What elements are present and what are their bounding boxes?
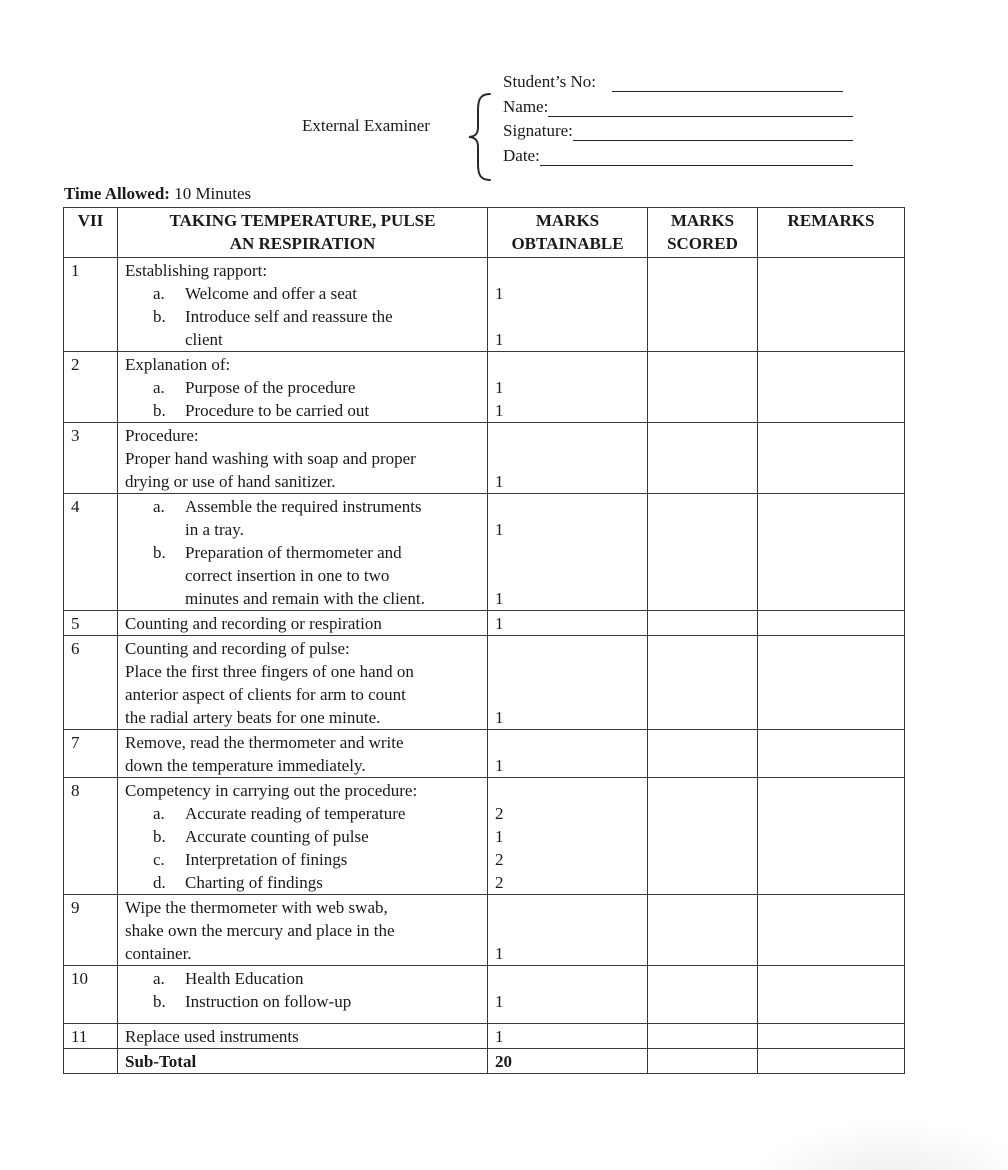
- marks-value-line: 1: [495, 827, 504, 846]
- description-line: drying or use of hand sanitizer.: [125, 472, 336, 491]
- description-line: Competency in carrying out the procedure:: [125, 781, 418, 800]
- list-marker: b.: [153, 307, 166, 326]
- criterion-description-cell: [118, 611, 488, 636]
- header-marks-scored: MARKS SCORED: [648, 208, 758, 258]
- students-no-field: [503, 68, 853, 92]
- marks-value-line: [495, 495, 644, 518]
- row-number-cell: 4: [64, 494, 118, 611]
- list-item-text: Preparation of thermometer and: [185, 543, 402, 562]
- row-number-cell: 7: [64, 730, 118, 778]
- marks-value-line: 2: [495, 804, 504, 823]
- list-item-text: Interpretation of finings: [185, 850, 348, 869]
- criterion-description-cell: [118, 258, 488, 352]
- marks-value-line: 1: [495, 589, 504, 608]
- description-line: [125, 495, 484, 518]
- criterion-description-cell: [118, 1024, 488, 1049]
- marks-value-line: [495, 259, 644, 282]
- table-row: [64, 636, 905, 730]
- marks-obtainable-cell: [488, 778, 648, 895]
- header-row: [64, 208, 905, 258]
- description-line: client: [185, 330, 223, 349]
- marks-scored-cell: [648, 1049, 758, 1074]
- row-number-cell: 6: [64, 636, 118, 730]
- marks-value-line: [495, 447, 644, 470]
- remarks-cell: [758, 1024, 905, 1049]
- time-allowed-label: Time Allowed:: [64, 184, 170, 203]
- description-line: Explanation of:: [125, 355, 231, 374]
- description-line: Wipe the thermometer with web swab,: [125, 898, 388, 917]
- marks-value-line: 2: [495, 850, 504, 869]
- header-remarks: REMARKS: [758, 208, 905, 258]
- description-line: Remove, read the thermometer and write: [125, 733, 404, 752]
- remarks-cell: [758, 895, 905, 966]
- date-field: [503, 141, 853, 165]
- row-number-cell: [64, 1049, 118, 1074]
- marks-obtainable-cell: [488, 352, 648, 423]
- list-item-text: Accurate counting of pulse: [185, 827, 369, 846]
- list-marker: b.: [153, 543, 166, 562]
- students-no-blank-line: [612, 75, 843, 92]
- marks-scored-cell: [648, 258, 758, 352]
- marks-obtainable-cell: [488, 1049, 648, 1074]
- name-field: [503, 92, 853, 116]
- row-number-cell: 1: [64, 258, 118, 352]
- curly-brace-icon: [466, 91, 492, 183]
- description-line: [125, 825, 484, 848]
- table-row: [64, 352, 905, 423]
- marks-value-line: 1: [495, 756, 504, 775]
- description-line: correct insertion in one to two: [185, 566, 390, 585]
- students-no-label: Student’s No:: [503, 72, 597, 92]
- table-row: [64, 258, 905, 352]
- criterion-description-cell: [118, 730, 488, 778]
- description-line: [125, 376, 484, 399]
- remarks-cell: [758, 730, 905, 778]
- description-line: anterior aspect of clients for arm to count: [125, 685, 406, 704]
- description-line: container.: [125, 944, 192, 963]
- marks-value-line: [495, 541, 644, 564]
- marks-scored-cell: [648, 966, 758, 1024]
- marks-scored-cell: [648, 730, 758, 778]
- criterion-description-cell: [118, 636, 488, 730]
- remarks-cell: [758, 1049, 905, 1074]
- marks-scored-cell: [648, 778, 758, 895]
- list-marker: d.: [153, 873, 166, 892]
- date-blank-line: [540, 149, 853, 166]
- criterion-description-cell: [118, 1049, 488, 1074]
- header-procedure-title: TAKING TEMPERATURE, PULSE AN RESPIRATION: [118, 208, 488, 258]
- table-row: [64, 895, 905, 966]
- list-item-text: Introduce self and reassure the: [185, 307, 393, 326]
- date-label: Date:: [503, 145, 540, 165]
- marks-obtainable-cell: [488, 895, 648, 966]
- criterion-description-cell: [118, 423, 488, 494]
- marks-scored-cell: [648, 352, 758, 423]
- table-row: [64, 1024, 905, 1049]
- marks-value-line: [495, 683, 644, 706]
- marks-scored-cell: [648, 636, 758, 730]
- criterion-description-cell: [118, 778, 488, 895]
- description-line: [125, 871, 484, 894]
- remarks-cell: [758, 423, 905, 494]
- marks-value-line: [495, 731, 644, 754]
- remarks-cell: [758, 352, 905, 423]
- signature-blank-line: [573, 124, 853, 141]
- marks-value-line: 1: [495, 378, 504, 397]
- signature-label: Signature:: [503, 121, 573, 141]
- description-line: [125, 802, 484, 825]
- list-marker: b.: [153, 401, 166, 420]
- marks-value-line: [495, 779, 644, 802]
- name-label: Name:: [503, 96, 549, 116]
- examiner-fields: [503, 68, 853, 166]
- description-line: Sub-Total: [125, 1052, 197, 1071]
- marks-value-line: [495, 660, 644, 683]
- description-line: Replace used instruments: [125, 1027, 299, 1046]
- description-line: [125, 990, 484, 1013]
- marks-scored-cell: [648, 611, 758, 636]
- table-row: [64, 611, 905, 636]
- description-line: Procedure:: [125, 426, 199, 445]
- description-line: the radial artery beats for one minute.: [125, 708, 381, 727]
- row-number-cell: 9: [64, 895, 118, 966]
- marks-scored-cell: [648, 423, 758, 494]
- marking-criteria-table: [63, 207, 905, 1074]
- external-examiner-label: External Examiner: [302, 116, 430, 135]
- list-marker: c.: [153, 850, 165, 869]
- description-line: in a tray.: [185, 520, 244, 539]
- list-marker: b.: [153, 827, 166, 846]
- row-number-cell: 2: [64, 352, 118, 423]
- description-line: Establishing rapport:: [125, 261, 268, 280]
- description-line: [125, 967, 484, 990]
- marks-scored-cell: [648, 494, 758, 611]
- list-marker: a.: [153, 804, 165, 823]
- list-marker: b.: [153, 992, 166, 1011]
- table-header: [64, 208, 905, 258]
- marks-value-line: 1: [495, 330, 504, 349]
- row-number-cell: 10: [64, 966, 118, 1024]
- row-number-cell: 5: [64, 611, 118, 636]
- table-row: [64, 494, 905, 611]
- list-item-text: Health Education: [185, 969, 304, 988]
- row-number-cell: 11: [64, 1024, 118, 1049]
- marks-value-line: 1: [495, 992, 504, 1011]
- list-item-text: Assemble the required instruments: [185, 497, 422, 516]
- description-line: Counting and recording or respiration: [125, 614, 382, 633]
- marks-value-line: 1: [495, 614, 504, 633]
- description-line: shake own the mercury and place in the: [125, 921, 395, 940]
- name-blank-line: [548, 100, 853, 117]
- marks-obtainable-cell: [488, 494, 648, 611]
- marks-value-line: [495, 967, 644, 990]
- marks-value-line: 1: [495, 401, 504, 420]
- marks-value-line: [495, 424, 644, 447]
- list-item-text: Charting of findings: [185, 873, 323, 892]
- description-line: Counting and recording of pulse:: [125, 639, 350, 658]
- table-row: [64, 423, 905, 494]
- list-marker: a.: [153, 378, 165, 397]
- description-line: [125, 305, 484, 328]
- marks-value-line: 1: [495, 1027, 504, 1046]
- marks-obtainable-cell: [488, 611, 648, 636]
- signature-field: [503, 117, 853, 141]
- list-item-text: Purpose of the procedure: [185, 378, 356, 397]
- remarks-cell: [758, 636, 905, 730]
- marks-obtainable-cell: [488, 636, 648, 730]
- list-marker: a.: [153, 497, 165, 516]
- description-line: [125, 541, 484, 564]
- marks-obtainable-cell: [488, 730, 648, 778]
- row-number-cell: 3: [64, 423, 118, 494]
- description-line: Place the first three fingers of one hand on: [125, 662, 414, 681]
- time-allowed: [64, 184, 251, 204]
- marks-value-line: 1: [495, 520, 504, 539]
- time-allowed-value: 10 Minutes: [174, 184, 252, 203]
- criterion-description-cell: [118, 966, 488, 1024]
- marks-obtainable-cell: [488, 258, 648, 352]
- criterion-description-cell: [118, 494, 488, 611]
- marks-obtainable-cell: [488, 1024, 648, 1049]
- table-row: [64, 966, 905, 1024]
- list-marker: a.: [153, 284, 165, 303]
- header-marks-obtainable: MARKS OBTAINABLE: [488, 208, 648, 258]
- marks-value-line: 1: [495, 284, 504, 303]
- marks-value-line: 1: [495, 944, 504, 963]
- remarks-cell: [758, 258, 905, 352]
- remarks-cell: [758, 611, 905, 636]
- marks-value-line: [495, 305, 644, 328]
- marks-obtainable-cell: [488, 423, 648, 494]
- marks-value-line: 1: [495, 472, 504, 491]
- marks-value-line: 1: [495, 708, 504, 727]
- list-item-text: Accurate reading of temperature: [185, 804, 406, 823]
- marks-value-line: 2: [495, 873, 504, 892]
- marks-obtainable-cell: [488, 966, 648, 1024]
- list-item-text: Instruction on follow-up: [185, 992, 352, 1011]
- table-row: [64, 1049, 905, 1074]
- list-marker: a.: [153, 969, 165, 988]
- row-number-cell: 8: [64, 778, 118, 895]
- description-line: minutes and remain with the client.: [185, 589, 425, 608]
- marks-scored-cell: [648, 895, 758, 966]
- marks-value-line: [495, 637, 644, 660]
- marks-value-line: [495, 353, 644, 376]
- marks-scored-cell: [648, 1024, 758, 1049]
- page-corner-shadow: [748, 1080, 1008, 1170]
- marks-value-line: [495, 896, 644, 919]
- marks-value-line: [495, 564, 644, 587]
- header-section-number: VII: [64, 208, 118, 258]
- description-line: down the temperature immediately.: [125, 756, 366, 775]
- table-row: [64, 778, 905, 895]
- criterion-description-cell: [118, 352, 488, 423]
- description-line: [125, 848, 484, 871]
- criterion-description-cell: [118, 895, 488, 966]
- list-item-text: Procedure to be carried out: [185, 401, 370, 420]
- table-row: [64, 730, 905, 778]
- criteria-table-body: [64, 258, 905, 1074]
- remarks-cell: [758, 494, 905, 611]
- description-line: Proper hand washing with soap and proper: [125, 449, 416, 468]
- marks-value-line: [495, 919, 644, 942]
- marks-value-line: 20: [495, 1052, 512, 1071]
- description-line: [125, 282, 484, 305]
- remarks-cell: [758, 778, 905, 895]
- remarks-cell: [758, 966, 905, 1024]
- list-item-text: Welcome and offer a seat: [185, 284, 358, 303]
- description-line: [125, 399, 484, 422]
